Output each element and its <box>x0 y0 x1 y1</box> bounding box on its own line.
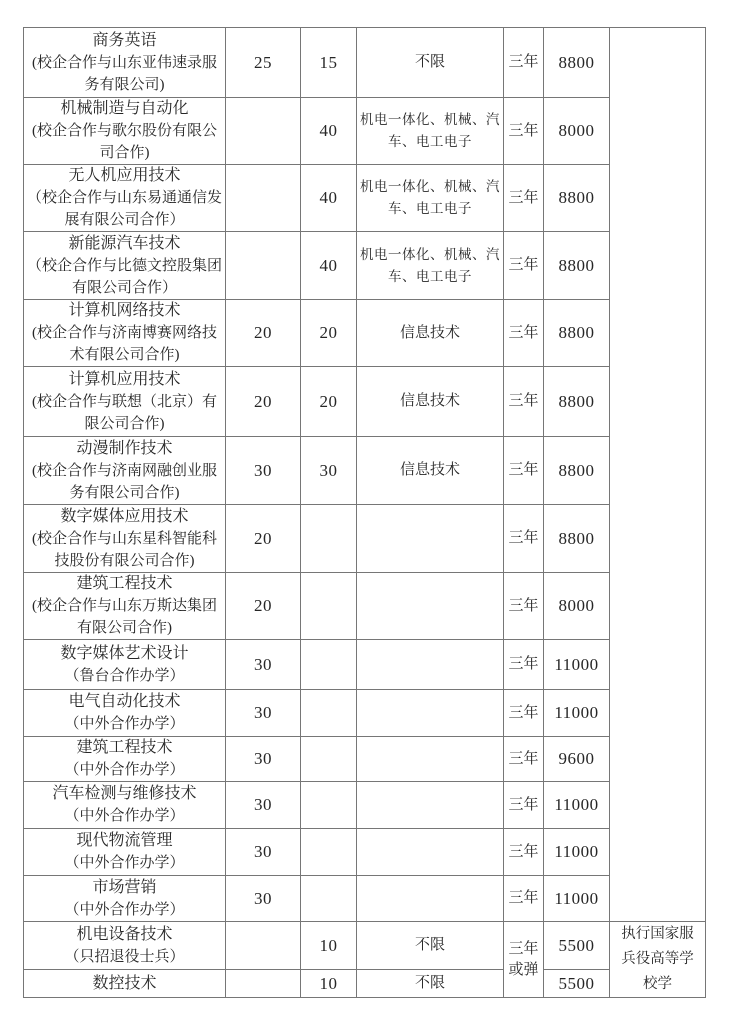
major-cell <box>24 970 226 998</box>
fee-cell: 8800 <box>544 165 610 232</box>
duration-cell: 三年 <box>504 437 544 505</box>
fee-cell: 11000 <box>544 782 610 829</box>
subjects-cell: 信息技术 <box>357 367 504 437</box>
duration-cell: 三年 <box>504 640 544 690</box>
major-note: (校企合作与山东星科智能科技股份有限公司合作) <box>32 530 217 569</box>
quota-a-cell <box>226 232 301 300</box>
major-note: （鲁台合作办学） <box>64 667 185 684</box>
quota-b-cell: 20 <box>301 367 357 437</box>
major-note: (校企合作与山东亚伟速录服务有限公司) <box>32 54 217 93</box>
major-name: 计算机网络技术 <box>68 302 181 319</box>
major-note: （中外合作办学） <box>64 901 185 918</box>
quota-b-cell <box>301 640 357 690</box>
major-note: （校企合作与山东易通通信发展有限公司合作） <box>27 190 223 228</box>
major-cell <box>24 300 226 367</box>
quota-b-cell: 10 <box>301 970 357 998</box>
major-name: 数字媒体艺术设计 <box>60 644 189 662</box>
quota-b-cell <box>301 829 357 876</box>
quota-b-cell <box>301 737 357 782</box>
quota-a-cell <box>226 970 301 998</box>
quota-b-cell <box>301 573 357 640</box>
major-cell <box>24 28 226 98</box>
quota-a-cell: 25 <box>226 28 301 98</box>
remark-empty-cell <box>610 28 706 922</box>
table-row <box>24 98 706 165</box>
major-cell <box>24 782 226 829</box>
major-name: 动漫制作技术 <box>76 439 173 457</box>
quota-b-cell: 15 <box>301 28 357 98</box>
quota-b-cell: 40 <box>301 98 357 165</box>
major-note: (校企合作与山东万斯达集团有限公司合作) <box>32 598 217 636</box>
subjects-cell: 信息技术 <box>357 437 504 505</box>
quota-b-cell <box>301 690 357 737</box>
quota-a-cell: 20 <box>226 367 301 437</box>
subjects-cell: 机电一体化、机械、汽车、电工电子 <box>357 98 504 165</box>
fee-cell: 8800 <box>544 437 610 505</box>
fee-cell: 8800 <box>544 300 610 367</box>
duration-cell: 三年 <box>504 98 544 165</box>
major-cell <box>24 165 226 232</box>
subjects-cell <box>357 690 504 737</box>
subjects-cell: 不限 <box>357 922 504 970</box>
major-name: 数字媒体应用技术 <box>60 507 189 525</box>
table-row <box>24 573 706 640</box>
major-note: (校企合作与联想（北京）有限公司合作) <box>32 393 217 432</box>
duration-cell: 三年 <box>504 782 544 829</box>
major-name: 无人机应用技术 <box>68 167 181 184</box>
duration-cell: 三年 <box>504 232 544 300</box>
fee-cell: 5500 <box>544 922 610 970</box>
quota-a-cell: 20 <box>226 505 301 573</box>
major-cell <box>24 737 226 782</box>
duration-cell: 三年 <box>504 829 544 876</box>
quota-b-cell: 30 <box>301 437 357 505</box>
major-cell <box>24 573 226 640</box>
subjects-cell: 机电一体化、机械、汽车、电工电子 <box>357 232 504 300</box>
quota-b-cell <box>301 505 357 573</box>
major-cell <box>24 922 226 970</box>
table-row <box>24 970 706 998</box>
subjects-cell <box>357 876 504 922</box>
major-note: （校企合作与比德文控股集团有限公司合作） <box>27 257 223 296</box>
quota-a-cell: 30 <box>226 640 301 690</box>
fee-cell: 8800 <box>544 505 610 573</box>
major-name: 计算机应用技术 <box>68 370 181 388</box>
fee-cell: 11000 <box>544 640 610 690</box>
major-note: (校企合作与济南博赛网络技术有限公司合作) <box>32 325 217 363</box>
table-row <box>24 28 706 98</box>
subjects-cell <box>357 829 504 876</box>
major-note: （中外合作办学） <box>64 855 185 871</box>
major-cell <box>24 690 226 737</box>
fee-cell: 5500 <box>544 970 610 998</box>
major-cell <box>24 98 226 165</box>
quota-a-cell: 30 <box>226 737 301 782</box>
quota-b-cell: 10 <box>301 922 357 970</box>
major-name: 机电设备技术 <box>76 925 173 943</box>
quota-a-cell <box>226 922 301 970</box>
table-row <box>24 367 706 437</box>
major-name: 建筑工程技术 <box>76 739 173 756</box>
table-row <box>24 505 706 573</box>
major-note: (校企合作与济南网融创业服务有限公司合作) <box>32 462 217 501</box>
subjects-cell <box>357 782 504 829</box>
table-row <box>24 640 706 690</box>
subjects-cell <box>357 737 504 782</box>
subjects-cell: 机电一体化、机械、汽车、电工电子 <box>357 165 504 232</box>
quota-a-cell: 30 <box>226 690 301 737</box>
quota-b-cell: 20 <box>301 300 357 367</box>
quota-b-cell <box>301 782 357 829</box>
major-name: 建筑工程技术 <box>76 575 173 592</box>
subjects-cell <box>357 573 504 640</box>
subjects-cell: 信息技术 <box>357 300 504 367</box>
remark-cell: 执行国家服兵役高等学校学 <box>610 922 706 998</box>
quota-b-cell: 40 <box>301 165 357 232</box>
duration-cell: 三年 <box>504 505 544 573</box>
major-note: (校企合作与歌尔股份有限公司合作) <box>32 123 217 161</box>
duration-cell: 三年 <box>504 165 544 232</box>
major-name: 汽车检测与维修技术 <box>52 785 197 802</box>
subjects-cell <box>357 640 504 690</box>
table-row <box>24 300 706 367</box>
quota-a-cell: 20 <box>226 300 301 367</box>
major-cell <box>24 437 226 505</box>
quota-a-cell: 20 <box>226 573 301 640</box>
table-row <box>24 829 706 876</box>
quota-b-cell: 40 <box>301 232 357 300</box>
major-cell <box>24 640 226 690</box>
major-name: 商务英语 <box>92 31 157 49</box>
quota-a-cell: 30 <box>226 876 301 922</box>
major-cell <box>24 367 226 437</box>
major-cell <box>24 505 226 573</box>
major-note: （中外合作办学） <box>64 716 185 732</box>
duration-cell: 三年 <box>504 573 544 640</box>
major-cell <box>24 876 226 922</box>
quota-a-cell: 30 <box>226 782 301 829</box>
fee-cell: 8800 <box>544 232 610 300</box>
fee-cell: 11000 <box>544 876 610 922</box>
fee-cell: 8000 <box>544 573 610 640</box>
table-row <box>24 922 706 970</box>
table-row <box>24 232 706 300</box>
major-name: 电气自动化技术 <box>68 693 181 710</box>
table-row <box>24 737 706 782</box>
major-name: 新能源汽车技术 <box>68 234 181 252</box>
fee-cell: 11000 <box>544 690 610 737</box>
fee-cell: 8000 <box>544 98 610 165</box>
subjects-cell: 不限 <box>357 28 504 98</box>
subjects-cell: 不限 <box>357 970 504 998</box>
duration-cell: 三年 <box>504 28 544 98</box>
major-note: （中外合作办学） <box>64 762 185 778</box>
duration-cell: 三年 <box>504 737 544 782</box>
subjects-cell <box>357 505 504 573</box>
fee-cell: 8800 <box>544 28 610 98</box>
quota-a-cell: 30 <box>226 437 301 505</box>
table-row <box>24 437 706 505</box>
major-name: 数控技术 <box>92 974 157 992</box>
table-row <box>24 782 706 829</box>
duration-cell: 三年 <box>504 367 544 437</box>
fee-cell: 8800 <box>544 367 610 437</box>
major-name: 市场营销 <box>92 878 157 896</box>
table-row <box>24 690 706 737</box>
admissions-table <box>23 27 706 998</box>
quota-a-cell <box>226 98 301 165</box>
duration-cell: 三年 <box>504 876 544 922</box>
fee-cell: 9600 <box>544 737 610 782</box>
quota-a-cell <box>226 165 301 232</box>
fee-cell: 11000 <box>544 829 610 876</box>
major-cell <box>24 232 226 300</box>
major-name: 机械制造与自动化 <box>60 100 189 117</box>
duration-cell: 三年 <box>504 690 544 737</box>
major-cell <box>24 829 226 876</box>
table-row <box>24 876 706 922</box>
table-row <box>24 165 706 232</box>
major-name: 现代物流管理 <box>76 832 173 849</box>
quota-a-cell: 30 <box>226 829 301 876</box>
duration-merged-cell: 三年或弹 <box>504 922 544 998</box>
major-note: （只招退役士兵） <box>64 948 185 965</box>
duration-cell: 三年 <box>504 300 544 367</box>
major-note: （中外合作办学） <box>64 808 185 824</box>
quota-b-cell <box>301 876 357 922</box>
